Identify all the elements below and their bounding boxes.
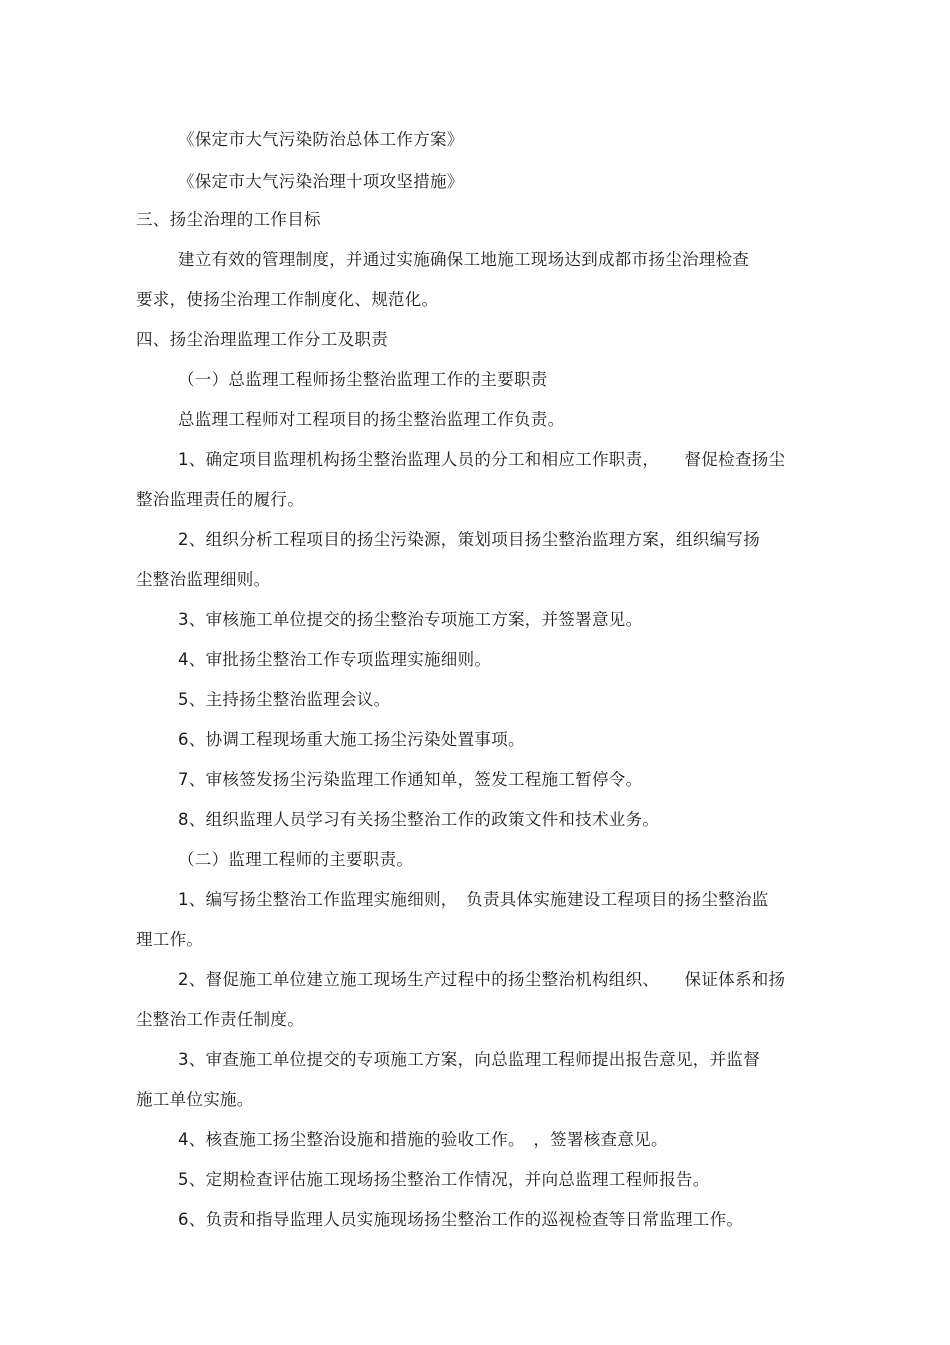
list-item-line: 5、主持扬尘整治监理会议。 xyxy=(178,690,391,709)
list-item-line: 1、编写扬尘整治工作监理实施细则， 负责具体实施建设工程项目的扬尘整治监 xyxy=(178,890,769,909)
list-item-line: 理工作。 xyxy=(136,930,204,949)
section-heading-4: 四、扬尘治理监理工作分工及职责 xyxy=(136,330,388,349)
list-item-line: 7、审核签发扬尘污染监理工作通知单，签发工程施工暂停令。 xyxy=(178,770,643,789)
reference-title-1: 《保定市大气污染防治总体工作方案》 xyxy=(178,130,464,149)
reference-title-2: 《保定市大气污染治理十项攻坚措施》 xyxy=(178,172,464,191)
list-item-line: 6、负责和指导监理人员实施现场扬尘整治工作的巡视检查等日常监理工作。 xyxy=(178,1210,744,1229)
list-item-line: 1、确定项目监理机构扬尘整治监理人员的分工和相应工作职责， 督促检查扬尘 xyxy=(178,450,786,469)
list-item-line: 施工单位实施。 xyxy=(136,1090,254,1109)
list-item-line: 3、审查施工单位提交的专项施工方案，向总监理工程师提出报告意见，并监督 xyxy=(178,1050,760,1069)
list-item-line: 6、协调工程现场重大施工扬尘污染处置事项。 xyxy=(178,730,525,749)
list-item-line: 尘整治监理细则。 xyxy=(136,570,271,589)
list-item-line: 4、核查施工扬尘整治设施和措施的验收工作。 ，签署核查意见。 xyxy=(178,1130,668,1149)
list-item-line: 2、组织分析工程项目的扬尘污染源，策划项目扬尘整治监理方案，组织编写扬 xyxy=(178,530,760,549)
list-item-line: 8、组织监理人员学习有关扬尘整治工作的政策文件和技术业务。 xyxy=(178,810,660,829)
list-item-line: 3、审核施工单位提交的扬尘整治专项施工方案，并签署意见。 xyxy=(178,610,643,629)
paragraph-line: 要求，使扬尘治理工作制度化、规范化。 xyxy=(136,290,439,309)
paragraph-line: 建立有效的管理制度，并通过实施确保工地施工现场达到成都市扬尘治理检查 xyxy=(178,250,750,269)
section-heading-3: 三、扬尘治理的工作目标 xyxy=(136,210,321,229)
list-item-line: 整治监理责任的履行。 xyxy=(136,490,304,509)
list-item-line: 2、督促施工单位建立施工现场生产过程中的扬尘整治机构组织、 保证体系和扬 xyxy=(178,970,786,989)
list-item-line: 尘整治工作责任制度。 xyxy=(136,1010,304,1029)
subsection-heading-1: （一）总监理工程师扬尘整治监理工作的主要职责 xyxy=(178,370,548,389)
subsection-heading-2: （二）监理工程师的主要职责。 xyxy=(178,850,414,869)
list-item-line: 4、审批扬尘整治工作专项监理实施细则。 xyxy=(178,650,492,669)
list-item-line: 5、定期检查评估施工现场扬尘整治工作情况，并向总监理工程师报告。 xyxy=(178,1170,710,1189)
paragraph-line: 总监理工程师对工程项目的扬尘整治监理工作负责。 xyxy=(178,410,565,429)
